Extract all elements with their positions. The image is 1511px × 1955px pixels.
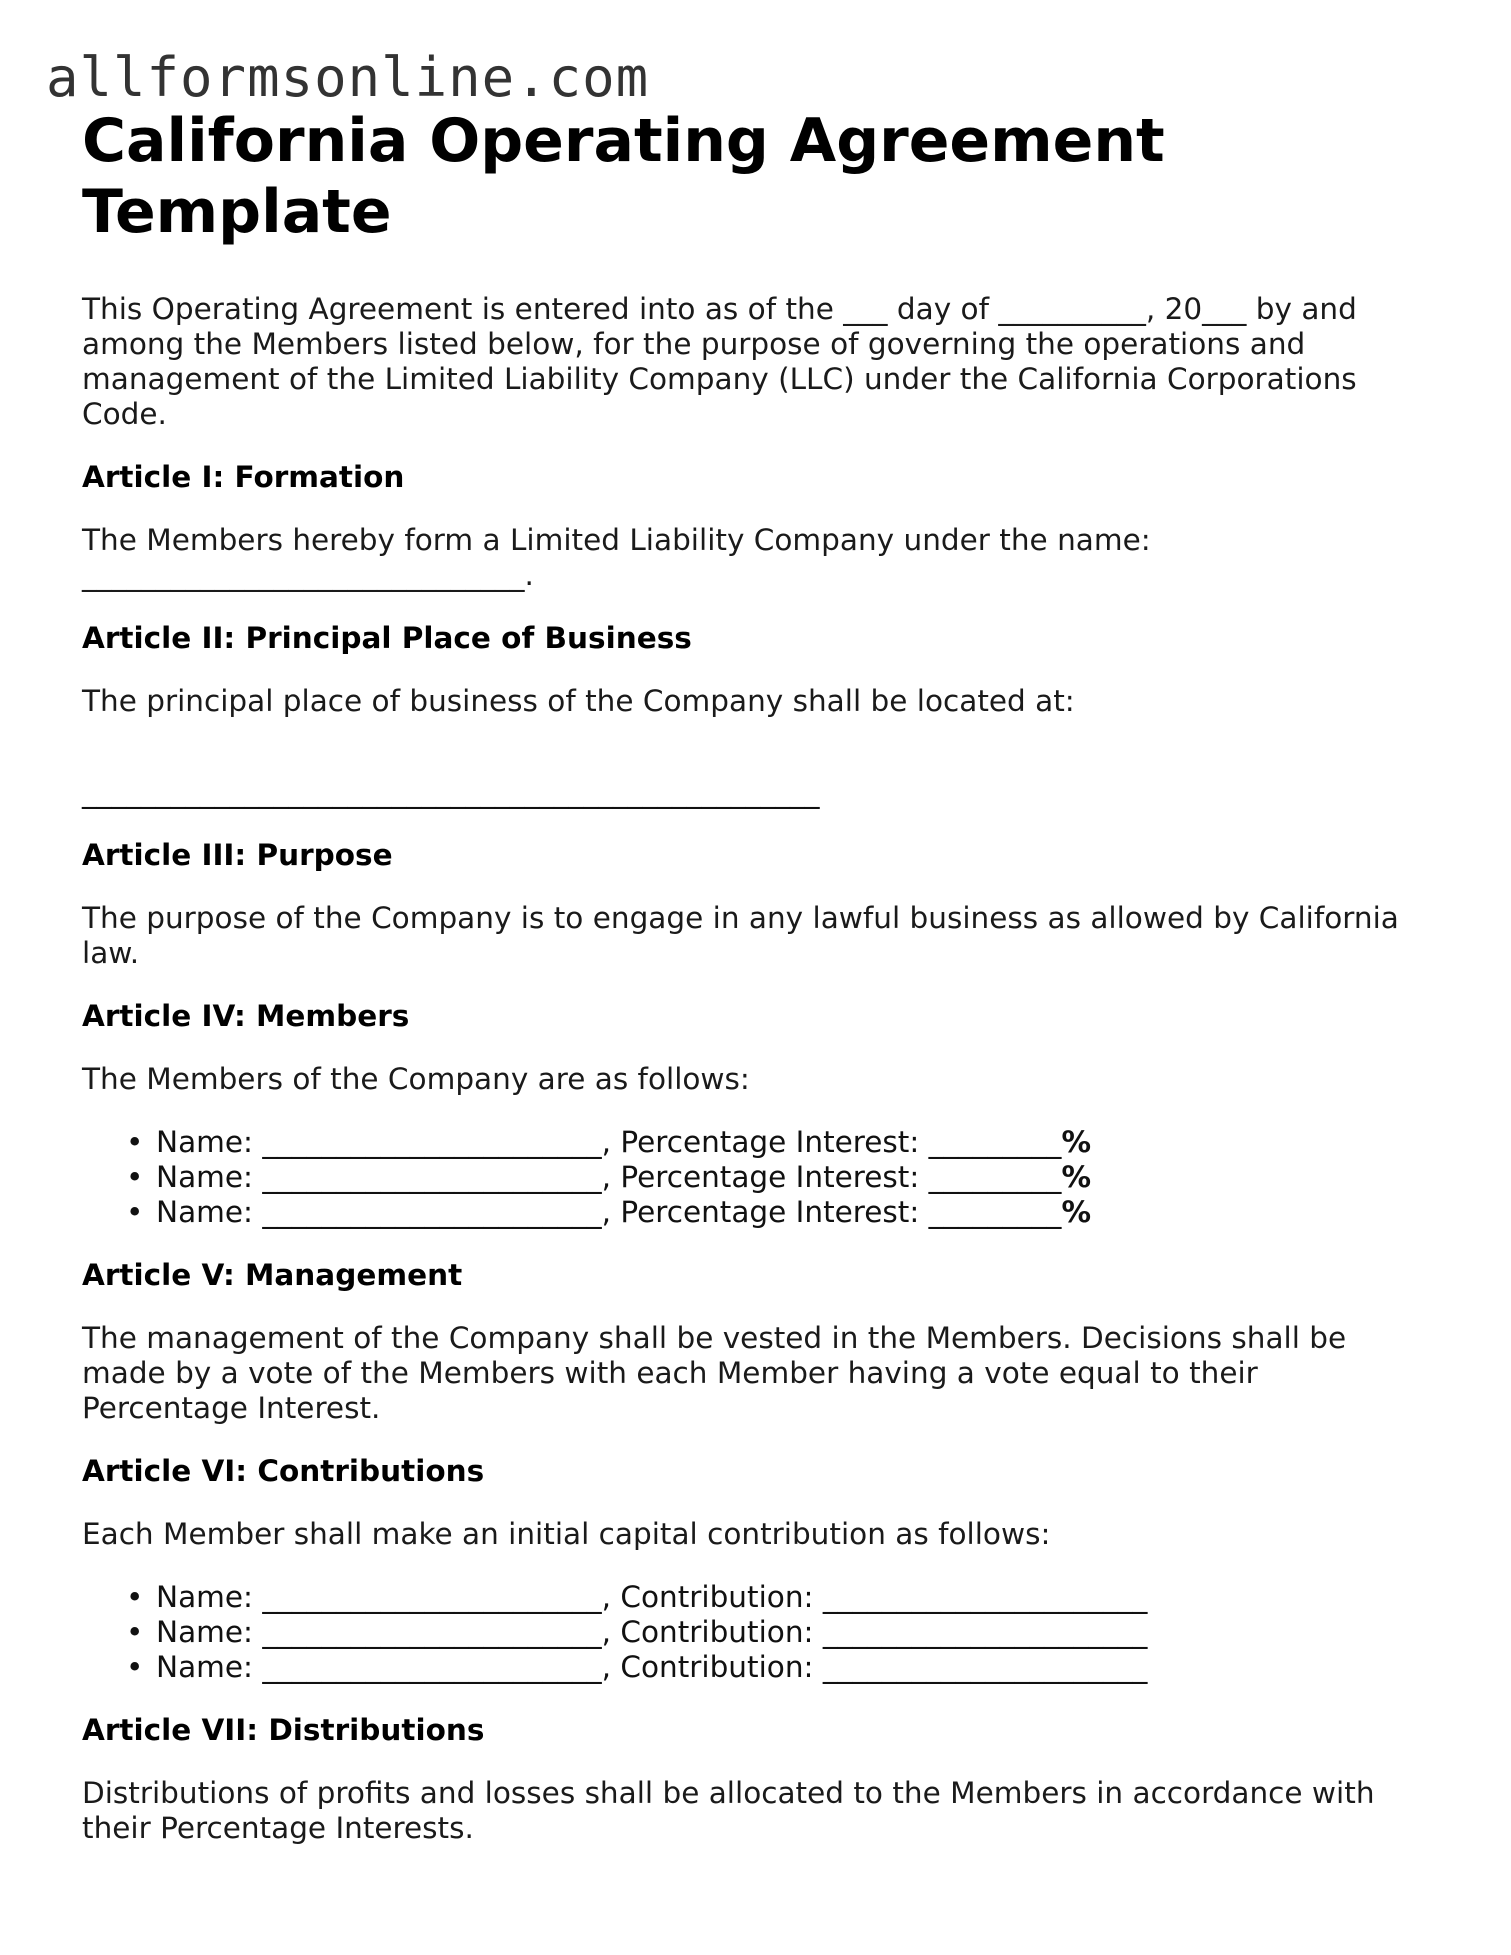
article-management (82, 1258, 1422, 1426)
article-formation (82, 460, 1422, 593)
intro-paragraph: This Operating Agreement is entered into as of the ___ day of __________, 20___ by and among the Members listed below, for the purpose of governing the operations and management of the Limited Liability Company (LLC) under the California Corporations Code. (82, 292, 1357, 431)
article-principal-place (82, 621, 1422, 810)
percent-sign: % (1061, 1160, 1091, 1194)
article-heading: Article II: Principal Place of Business (82, 621, 692, 655)
member-line: Name: _______________________, Percentage Interest: _________ (156, 1195, 1062, 1229)
percent-sign: % (1061, 1125, 1091, 1159)
article-heading: Article I: Formation (82, 460, 405, 494)
article-heading: Article III: Purpose (82, 838, 393, 872)
document-title: California Operating Agreement Template (82, 106, 1165, 247)
list-item (156, 1195, 1422, 1230)
member-line: Name: _______________________, Percentage Interest: _________ (156, 1160, 1062, 1194)
list-item (156, 1160, 1422, 1195)
article-heading: Article VII: Distributions (82, 1713, 485, 1747)
member-line: Name: _______________________, Percentage Interest: _________ (156, 1125, 1062, 1159)
article-text: The Members hereby form a Limited Liability Company under the name: ______________________________. (82, 523, 1151, 592)
article-contributions (82, 1454, 1422, 1685)
article-purpose (82, 838, 1422, 971)
members-list (82, 1125, 1422, 1230)
watermark-text: allformsonline.com (46, 46, 650, 109)
contributions-list (82, 1580, 1422, 1685)
list-item: • Name: _______________________, Contribution: ______________________ (156, 1615, 1422, 1650)
article-text: Each Member shall make an initial capital contribution as follows: (82, 1517, 1051, 1551)
article-text: The Members of the Company are as follows: (82, 1062, 750, 1096)
list-item: • Name: _______________________, Contribution: ______________________ (156, 1650, 1422, 1685)
article-text: Distributions of profits and losses shall be allocated to the Members in accordance with their Percentage Interests. (82, 1776, 1375, 1845)
list-item (156, 1125, 1422, 1160)
article-members (82, 999, 1422, 1230)
article-distributions (82, 1713, 1422, 1846)
percent-sign: % (1061, 1195, 1091, 1229)
article-heading: Article IV: Members (82, 999, 410, 1033)
article-text: The purpose of the Company is to engage in any lawful business as allowed by California law. (82, 901, 1399, 970)
article-text: The management of the Company shall be vested in the Members. Decisions shall be made by a vote of the Members with each Member having a vote equal to their Percentage Interest. (82, 1321, 1347, 1425)
article-heading: Article VI: Contributions (82, 1454, 485, 1488)
document-page (82, 106, 1422, 1874)
address-blank-line: __________________________________________________ (82, 775, 820, 809)
article-heading: Article V: Management (82, 1258, 463, 1292)
article-text: The principal place of business of the Company shall be located at: (82, 684, 1075, 718)
list-item: • Name: _______________________, Contribution: ______________________ (156, 1580, 1422, 1615)
